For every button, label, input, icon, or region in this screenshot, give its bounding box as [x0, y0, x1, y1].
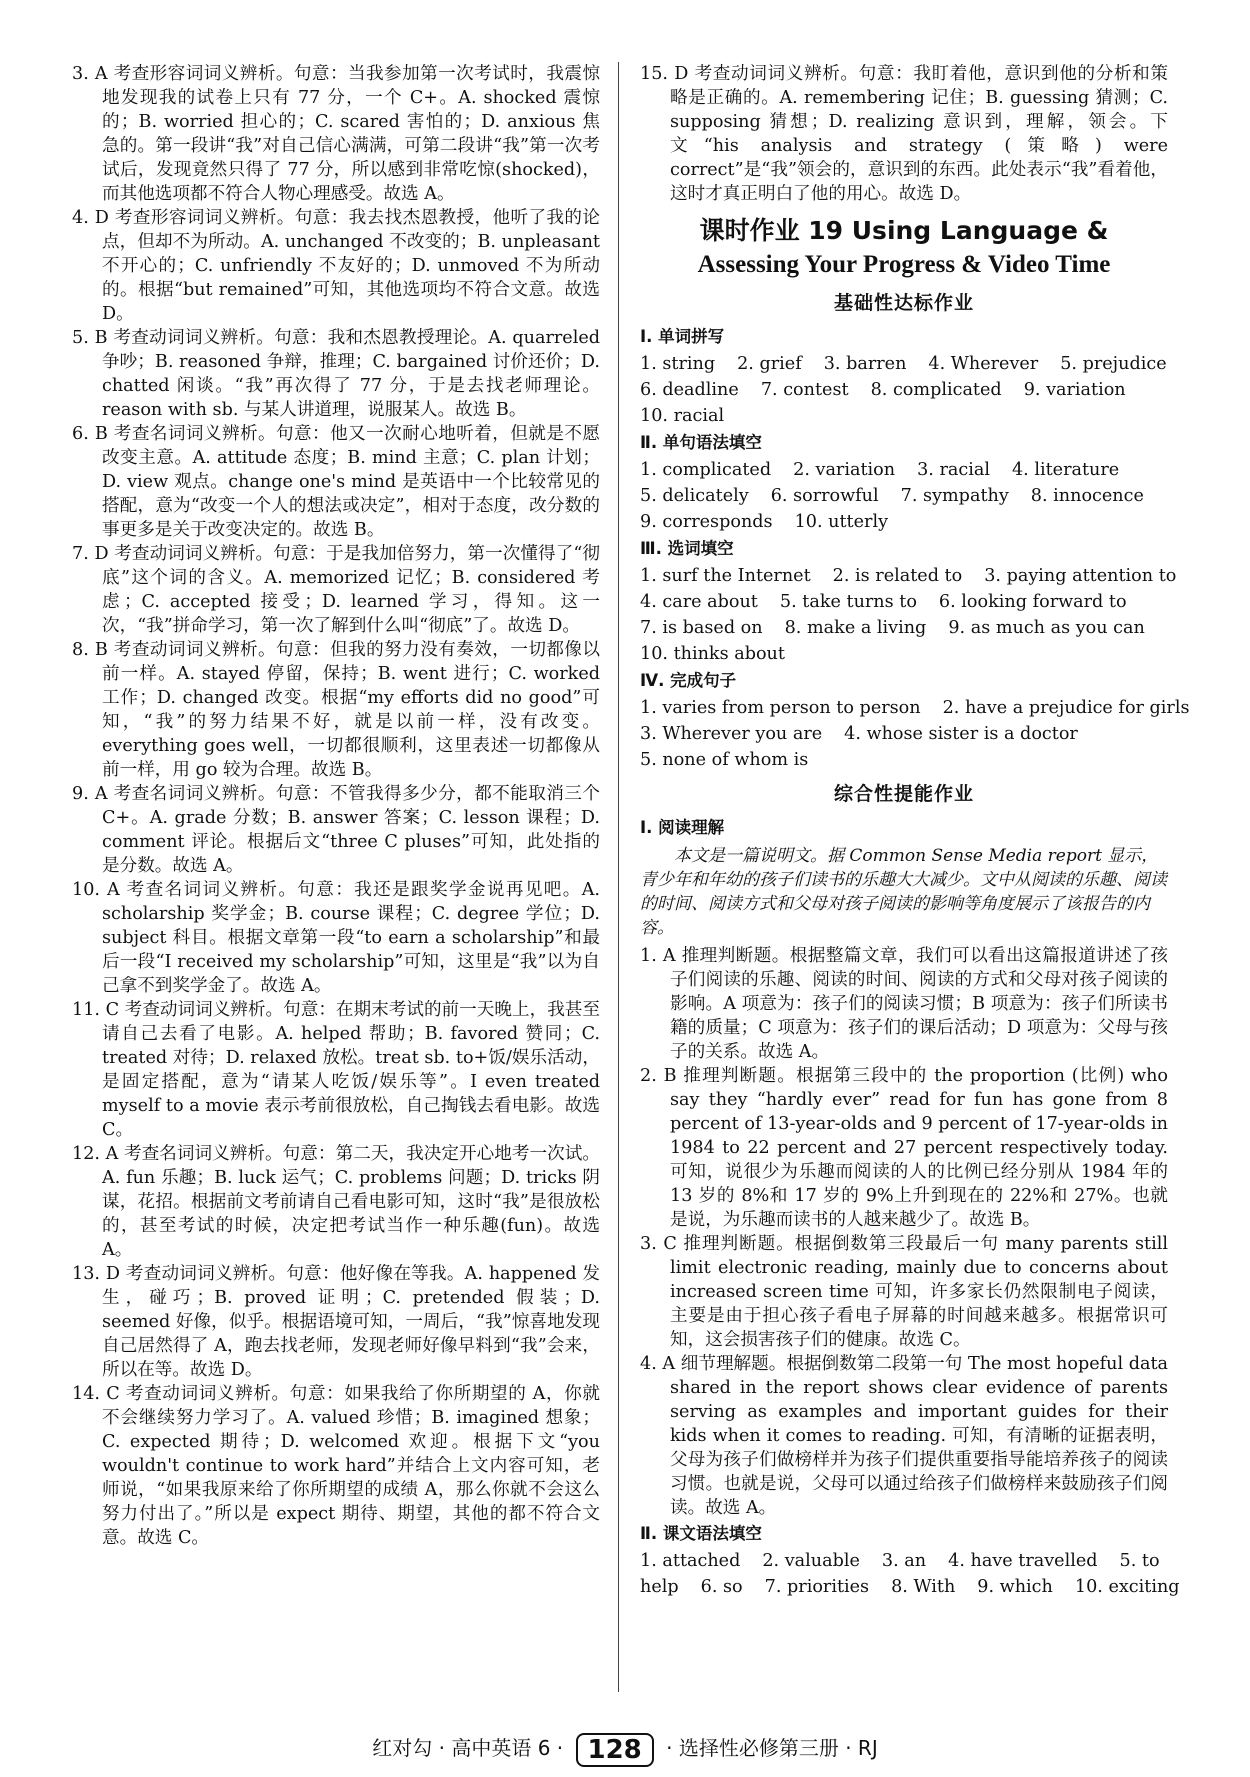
- section-title: Ⅱ. 单句语法填空: [640, 433, 762, 452]
- lesson-title-line2: Assessing Your Progress & Video Time: [697, 251, 1111, 278]
- answer-row: [640, 377, 1168, 403]
- answer-entry: 5. take turns to: [779, 592, 917, 612]
- left-column: [72, 62, 600, 1550]
- answer-entry: 6. sorrowful: [770, 486, 879, 506]
- answer-row: [640, 1574, 1180, 1600]
- answer-row: [640, 403, 1168, 429]
- answer-item: 9. A 考查名词词义辨析。句意：不管我得多少分，都不能取消三个 C+。A. grade 分数；B. answer 答案；C. lesson 课程；D. comment 评论。根据后文“three C pluses”可知，此处指的是分数。故选 A。: [72, 784, 600, 876]
- answer-item: 4. D 考查形容词词义辨析。句意：我去找杰恩教授，他听了我的论点，但却不为所动。A. unchanged 不改变的；B. unpleasant 不开心的；C. unfriendly 不友好的；D. unmoved 不为所动的。根据“but remained”可知，其他选项均不符合文意。故选 D。: [72, 208, 600, 324]
- answer-entry: 9. variation: [1023, 380, 1126, 400]
- answer-entry: 8. innocence: [1030, 486, 1144, 506]
- footer-right: · 选择性必修第三册 · RJ: [666, 1736, 878, 1760]
- answer-item: 3. C 推理判断题。根据倒数第三段最后一句 many parents still limit electronic reading, mainly due to concerns about increased screen time 可知，许多家长仍然限制电子阅读，主要是由于担心孩子看电子屏幕的时间越来越多。根据常识可知，这会损害孩子们的健康。故选 C。: [640, 1234, 1168, 1350]
- answer-item: 5. B 考查动词词义辨析。句意：我和杰恩教授理论。A. quarreled 争吵；B. reasoned 争辩，推理；C. bargained 讨价还价；D. chatted 闲谈。“我”再次得了 77 分，于是去找老师理论。reason with sb. 与某人讲道理，说服某人。故选 B。: [72, 328, 601, 420]
- answer-item: 2. B 推理判断题。根据第三段中的 the proportion (比例) who say they “hardly ever” read for fun has gone from 8 percent of 13-year-olds and 9 percent of 17-year-olds in 1984 to 22 percent and 27 percent respectively today. 可知，说很少为乐趣而阅读的人的比例已经分别从 1984 年的 13 岁的 8%和 17 岁的 9%上升到现在的 22%和 27%。也就是说，为乐趣而读书的人越来越少了。故选 B。: [640, 1066, 1168, 1230]
- column-divider: [618, 62, 619, 1692]
- answer-row: [640, 457, 1168, 483]
- answer-row: [640, 747, 1168, 773]
- answer-entry: 4. literature: [1011, 460, 1120, 480]
- answer-block: [640, 1548, 1180, 1600]
- answer-entry: 10. utterly: [794, 512, 889, 532]
- answer-entry: 9. which: [977, 1577, 1053, 1597]
- answer-entry: 3. racial: [917, 460, 990, 480]
- answer-entry: 1. varies from person to person: [640, 698, 921, 718]
- answer-entry: 1. attached: [640, 1551, 741, 1571]
- answer-row: [640, 1548, 1168, 1574]
- answer-entry: 1. complicated: [640, 460, 772, 480]
- answer-entry: 1. surf the Internet: [640, 566, 811, 586]
- answer-item: 8. B 考查动词词义辨析。句意：但我的努力没有奏效，一切都像以前一样。A. stayed 停留，保持；B. went 进行；C. worked 工作；D. changed 改变。根据“my efforts did no good”可知，“我”的努力结果不好，就是以前一样，没有改变。everything goes well，一切都很顺利，这里表述一切都像从前一样，用 go 较为合理。故选 B。: [72, 640, 601, 780]
- answer-entry: 1. string: [640, 354, 716, 374]
- answer-entry: 7. priorities: [764, 1577, 870, 1597]
- section-title: Ⅱ. 课文语法填空: [640, 1524, 762, 1543]
- answer-entry: 9. corresponds: [640, 512, 773, 532]
- page-footer: [0, 1732, 1250, 1767]
- answer-entry: 4. Wherever: [928, 354, 1039, 374]
- answer-entry: 3. paying attention to: [984, 566, 1177, 586]
- answer-item-15: 15. D 考查动词词义辨析。句意：我盯着他，意识到他的分析和策略是正确的。A. remembering 记住；B. guessing 猜测；C. supposing 猜想；D. realizing 意识到，理解，领会。下文“his analysis and strategy (策略) were correct”是“我”领会的，意识到的东西。此处表示“我”看着他，这时才真正明白了他的用心。故选 D。: [640, 64, 1168, 204]
- footer-left: 红对勾 · 高中英语 6 ·: [372, 1736, 564, 1760]
- answer-entry: 4. have travelled: [948, 1551, 1098, 1571]
- answer-item: 4. A 细节理解题。根据倒数第二段第一句 The most hopeful data shared in the report shows clear evidence of parents serving as examples and important guides for their kids when it comes to reading. 可知，有清晰的证据表明，父母为孩子们做榜样并为孩子们提供重要指导能培养孩子的阅读习惯。也就是说，父母可以通过给孩子们做榜样来鼓励孩子们阅读。故选 A。: [640, 1354, 1169, 1518]
- reading-answer-list: [640, 944, 1168, 1520]
- answer-item: 1. A 推理判断题。根据整篇文章，我们可以看出这篇报道讲述了孩子们阅读的乐趣、阅读的时间、阅读的方式和父母对孩子阅读的影响。A 项意为：孩子们的阅读习惯；B 项意为：孩子们所读书籍的质量；C 项意为：孩子们的课后活动；D 项意为：父母与孩子的关系。故选 A。: [640, 946, 1168, 1062]
- answer-block: [640, 563, 1177, 667]
- answer-item: 6. B 考查名词词义辨析。句意：他又一次耐心地听着，但就是不愿改变主意。A. attitude 态度；B. mind 主意；C. plan 计划；D. view 观点。change one's mind 是英语中一个比较常见的搭配，意为“改变一个人的想法或决定”，相对于态度，改分数的事更多是关于改变决定的。故选 B。: [72, 424, 601, 540]
- answer-row: [640, 695, 1190, 721]
- page-number: 128: [576, 1733, 654, 1767]
- answer-entry: help: [640, 1577, 679, 1597]
- answer-row: [640, 615, 1168, 641]
- answer-item: 11. C 考查动词词义辨析。句意：在期末考试的前一天晚上，我甚至请自己去看了电影。A. helped 帮助；B. favored 赞同；C. treated 对待；D. relaxed 放松。treat sb. to+饭/娱乐活动，是固定搭配，意为“请某人吃饭/娱乐等”。I even treated myself to a movie 表示考前很放松，自己掏钱去看电影。故选 C。: [72, 1000, 600, 1140]
- answer-entry: 3. an: [881, 1551, 927, 1571]
- answer-entry: 8. With: [891, 1577, 956, 1597]
- answer-row: [640, 721, 1168, 747]
- answer-entry: 5. to: [1119, 1551, 1160, 1571]
- answer-block: [640, 351, 1168, 429]
- answer-entry: 3. Wherever you are: [640, 724, 823, 744]
- answer-block: [640, 695, 1190, 773]
- answer-item: 14. C 考查动词词义辨析。句意：如果我给了你所期望的 A，你就不会继续努力学习了。A. valued 珍惜；B. imagined 想象；C. expected 期待；D. welcomed 欢迎。根据下文“you wouldn't continue to work hard”并结合上文内容可知，老师说，“如果我原来给了你所期望的成绩 A，那么你就不会这么努力付出了。”所以是 expect 期待、期望，其他的都不符合文意。故选 C。: [72, 1384, 601, 1548]
- answer-entry: 3. barren: [823, 354, 907, 374]
- answer-item: 12. A 考查名词词义辨析。句意：第二天，我决定开心地考一次试。A. fun 乐趣；B. luck 运气；C. problems 问题；D. tricks 阴谋，花招。根据前文考前请自己看电影可知，这时“我”是很放松的，甚至考试的时候，决定把考试当作一种乐趣(fun)。故选 A。: [72, 1144, 601, 1260]
- answer-row: [640, 641, 1168, 667]
- answer-entry: 2. is related to: [832, 566, 963, 586]
- answer-entry: 5. delicately: [640, 486, 749, 506]
- answer-entry: 2. grief: [737, 354, 802, 374]
- answer-entry: 6. looking forward to: [938, 592, 1127, 612]
- answer-row: [640, 351, 1168, 377]
- answer-item: 3. A 考查形容词词义辨析。句意：当我参加第一次考试时，我震惊地发现我的试卷上只有 77 分，一个 C+。A. shocked 震惊的；B. worried 担心的；C. scared 害怕的；D. anxious 焦急的。第一段讲“我”对自己信心满满，可第二段讲“我”第一次考试后，发现竟然只得了 77 分，所以感到非常吃惊(shocked)，而其他选项都不符合人物心理感受。故选 A。: [72, 64, 600, 204]
- section-title: Ⅲ. 选词填空: [640, 539, 734, 558]
- section-title: Ⅰ. 阅读理解: [640, 818, 725, 837]
- answer-item: 7. D 考查动词词义辨析。句意：于是我加倍努力，第一次懂得了“彻底”这个词的含义。A. memorized 记忆；B. considered 考虑；C. accepted 接受；D. learned 学习，得知。这一次，“我”拼命学习，第一次了解到什么叫“彻底”了。故选 D。: [72, 544, 601, 636]
- answer-block: [640, 457, 1168, 535]
- answer-entry: 4. whose sister is a doctor: [844, 724, 1078, 744]
- answer-row: [640, 563, 1177, 589]
- answer-entry: 10. exciting: [1074, 1577, 1180, 1597]
- answer-entry: 7. is based on: [640, 618, 763, 638]
- answer-row: [640, 589, 1168, 615]
- section-title: Ⅰ. 单词拼写: [640, 327, 725, 346]
- basic-heading: 基础性达标作业: [833, 292, 974, 314]
- reading-intro: 本文是一篇说明文。据 Common Sense Media report 显示，青少年和年幼的孩子们读书的乐趣大大减少。文中从阅读的乐趣、阅读的时间、阅读方式和父母对孩子阅读的影响等角度展示了该报告的内容。: [640, 846, 1167, 938]
- answer-entry: 10. thinks about: [640, 644, 785, 664]
- answer-entry: 6. so: [700, 1577, 743, 1597]
- answer-item: 10. A 考查名词词义辨析。句意：我还是跟奖学金说再见吧。A. scholarship 奖学金；B. course 课程；C. degree 学位；D. subject 科目。根据文章第一段“to earn a scholarship”和最后一段“I received my scholarship”可知，这里是“我”以为自己拿不到奖学金了。故选 A。: [72, 880, 601, 996]
- answer-entry: 7. sympathy: [900, 486, 1009, 506]
- answer-entry: 2. variation: [793, 460, 896, 480]
- answer-entry: 2. valuable: [762, 1551, 860, 1571]
- answer-entry: 8. make a living: [784, 618, 927, 638]
- left-answer-list: [72, 62, 600, 1550]
- answer-entry: 9. as much as you can: [948, 618, 1145, 638]
- comprehensive-heading: 综合性提能作业: [833, 783, 974, 805]
- answer-entry: 5. prejudice: [1060, 354, 1167, 374]
- answer-item: 13. D 考查动词词义辨析。句意：他好像在等我。A. happened 发生，碰巧；B. proved 证明；C. pretended 假装；D. seemed 好像，似乎。根据语境可知，一周后，“我”惊喜地发现自己居然得了 A，跑去找老师，发现老师好像早料到“我”会来，所以在等。故选 D。: [72, 1264, 601, 1380]
- answer-entry: 4. care about: [640, 592, 758, 612]
- answer-entry: 5. none of whom is: [640, 750, 809, 770]
- answer-entry: 2. have a prejudice for girls: [942, 698, 1190, 718]
- answer-row: [640, 509, 1168, 535]
- answer-entry: 10. racial: [640, 406, 725, 426]
- answer-entry: 7. contest: [760, 380, 849, 400]
- section-title: Ⅳ. 完成句子: [640, 671, 737, 690]
- right-column: [640, 62, 1190, 1600]
- answer-entry: 8. complicated: [870, 380, 1002, 400]
- answer-row: [640, 483, 1168, 509]
- lesson-title-line1: 课时作业 19 Using Language &: [699, 216, 1109, 245]
- answer-entry: 6. deadline: [640, 380, 739, 400]
